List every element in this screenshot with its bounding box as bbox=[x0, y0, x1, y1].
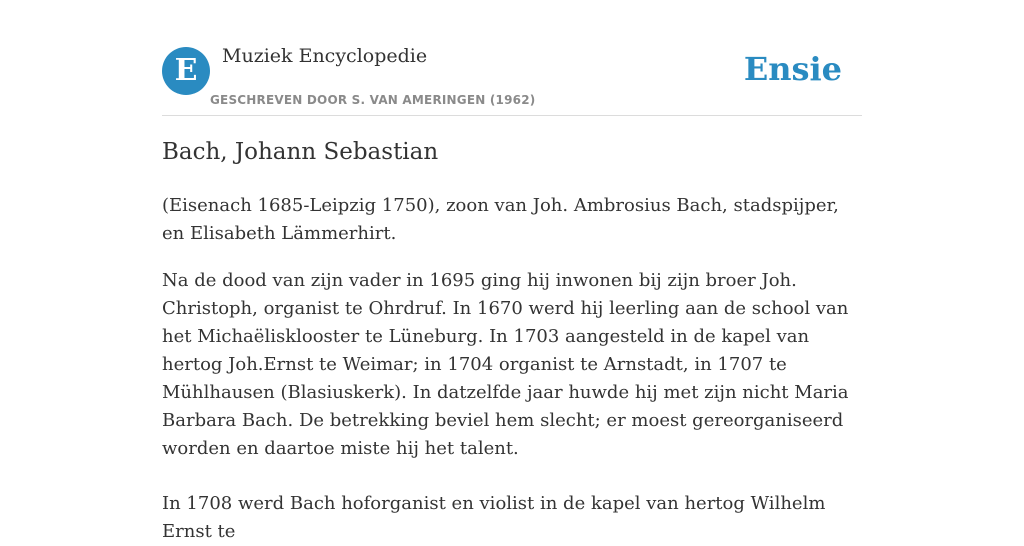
author-line: GESCHREVEN DOOR S. VAN AMERINGEN (1962) bbox=[210, 93, 536, 107]
brand-logo-link[interactable]: Ensie bbox=[743, 50, 842, 88]
paragraph-biography: Na de dood van zijn vader in 1695 ging hij inwonen bij zijn broer Joh. Christoph, organist te Ohrdruf. In 1670 werd hij leerling aan de school van het Michaëlisklooster te Lüneburg. In 1703 aangesteld in de kapel van hertog Joh.Ernst te Weimar; in 1704 organist te Arnstadt, in 1707 te Mühlhausen (Blasiuskerk). In datzelfde jaar huwde hij met zijn nicht Maria Barbara Bach. De betrekking beviel hem slecht; er moest gereorganiseerd worden en daartoe miste hij het talent. bbox=[162, 270, 849, 459]
paragraph-weimar: In 1708 werd Bach hoforganist en violist in de kapel van hertog Wilhelm Ernst te bbox=[162, 493, 826, 542]
header bbox=[162, 0, 862, 116]
paragraph-intro: (Eisenach 1685-Leipzig 1750), zoon van Joh. Ambrosius Bach, stadspijper, en Elisabeth Lämmerhirt. bbox=[162, 195, 839, 244]
entry-title: Bach, Johann Sebastian bbox=[162, 139, 439, 165]
ensie-logo-icon[interactable]: E bbox=[162, 47, 210, 95]
article-page bbox=[162, 0, 862, 542]
source-title-link[interactable]: Muziek Encyclopedie bbox=[222, 45, 428, 67]
